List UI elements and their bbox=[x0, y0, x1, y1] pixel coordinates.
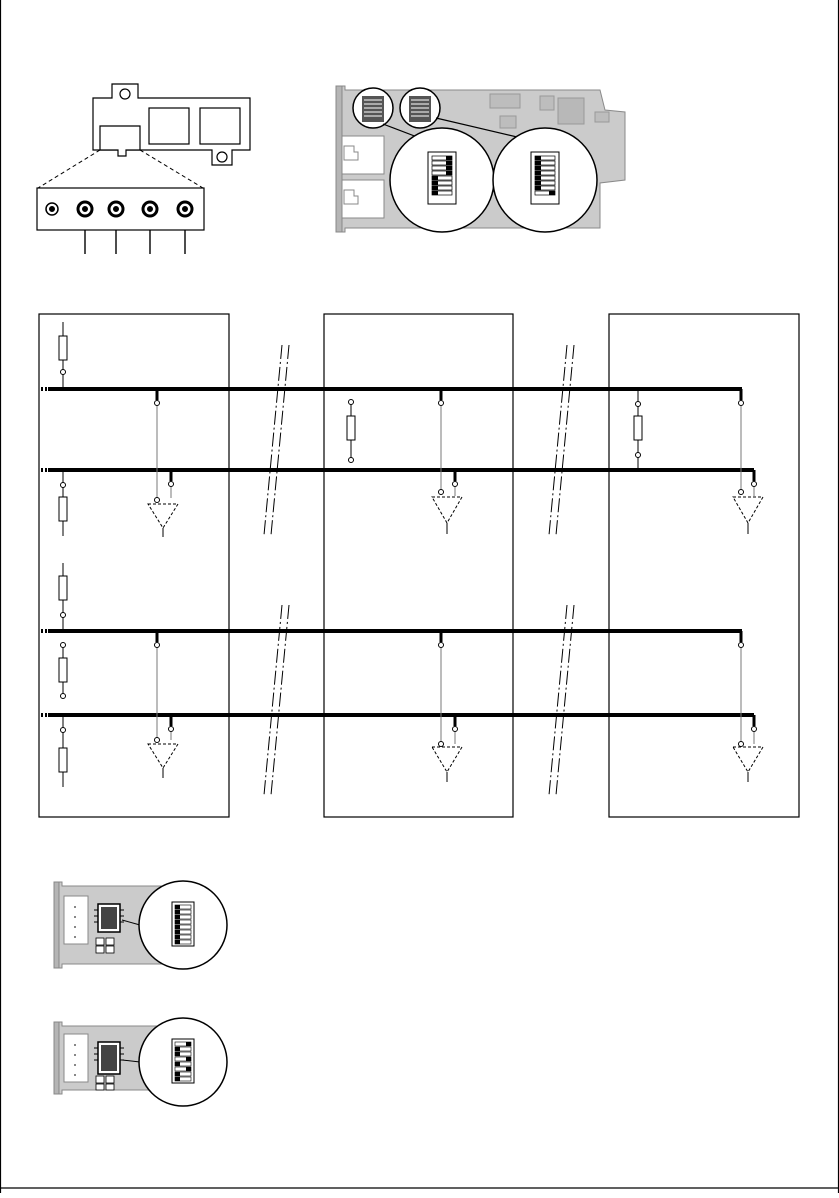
line-break-marks bbox=[264, 345, 574, 795]
termination-resistor-icon bbox=[59, 322, 642, 787]
line-driver-icon bbox=[148, 389, 763, 782]
dip-switch-icon bbox=[172, 1039, 194, 1083]
small-card-1 bbox=[54, 881, 227, 969]
terminal-block-icon bbox=[37, 188, 204, 254]
dip-switch-icon bbox=[531, 152, 559, 204]
terminal-wire bbox=[85, 230, 185, 254]
small-card-2 bbox=[54, 1018, 227, 1106]
mounting-plate bbox=[93, 84, 250, 165]
dip-switch-zoom-left bbox=[390, 128, 494, 232]
dip-switch-icon bbox=[172, 902, 194, 946]
dip-switch-icon bbox=[428, 152, 456, 204]
dip-switch-zoom-right bbox=[493, 128, 597, 232]
